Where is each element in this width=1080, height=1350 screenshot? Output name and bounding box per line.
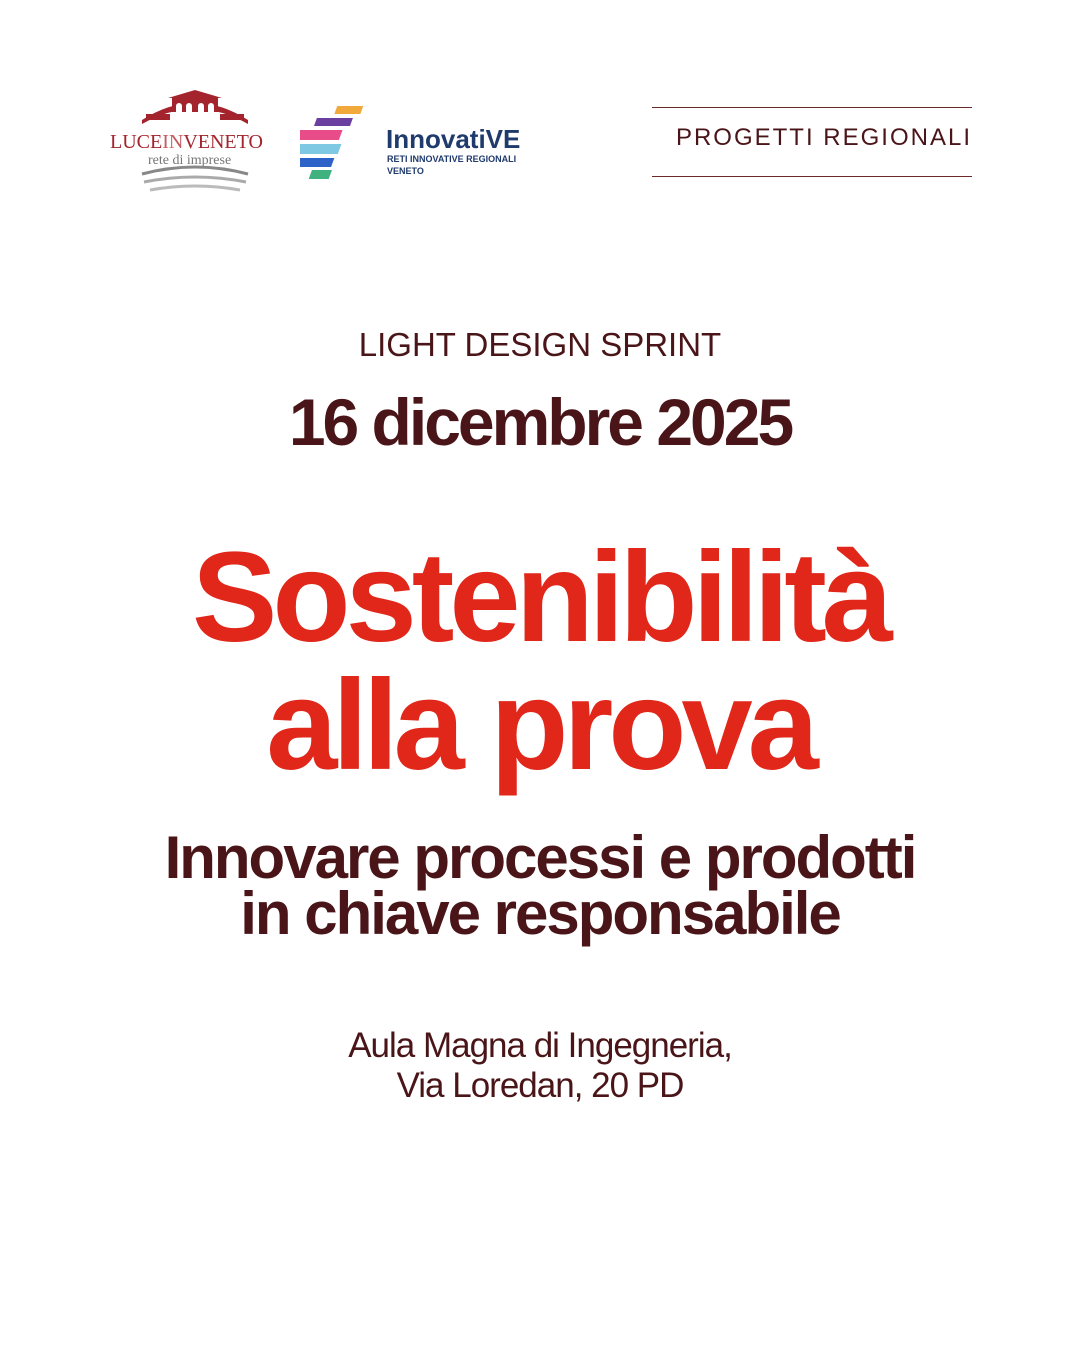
innovative-name: InnovatiVE xyxy=(386,124,521,154)
rialto-bridge-icon xyxy=(142,90,248,124)
logo-luce-text: LUCE xyxy=(110,131,163,153)
innovative-line2: VENETO xyxy=(387,166,424,176)
event-subtitle xyxy=(0,824,1080,947)
logo-tagline: rete di imprese xyxy=(148,153,232,168)
ribbon-stripes-icon xyxy=(300,106,363,179)
logo-in-text: IN xyxy=(162,131,184,153)
event-venue xyxy=(0,1026,1080,1106)
event-date: 16 dicembre 2025 xyxy=(288,385,792,459)
event-kicker: LIGHT DESIGN SPRINT xyxy=(358,326,722,363)
svg-text:LUCEINVENETO xyxy=(110,131,263,153)
venue-line-1: Aula Magna di Ingegneria, xyxy=(348,1026,732,1065)
tag-bottom-rule xyxy=(652,176,972,177)
subtitle-line-1: Innovare processi e prodotti xyxy=(164,824,916,891)
tag-top-rule xyxy=(652,107,972,108)
title-line-2: alla prova xyxy=(266,654,814,797)
luce-in-veneto-logo xyxy=(110,88,280,200)
innovative-line1: RETI INNOVATIVE REGIONALI xyxy=(387,154,517,164)
event-title xyxy=(0,526,1080,797)
logo-veneto-text: VENETO xyxy=(183,131,263,153)
innovative-logo xyxy=(300,104,550,186)
reflection-icon xyxy=(142,167,248,190)
tag-label: PROGETTI REGIONALI xyxy=(675,124,972,151)
subtitle-line-2: in chiave responsabile xyxy=(240,880,840,947)
venue-line-2: Via Loredan, 20 PD xyxy=(396,1066,684,1105)
title-line-1: Sostenibilità xyxy=(192,526,888,669)
